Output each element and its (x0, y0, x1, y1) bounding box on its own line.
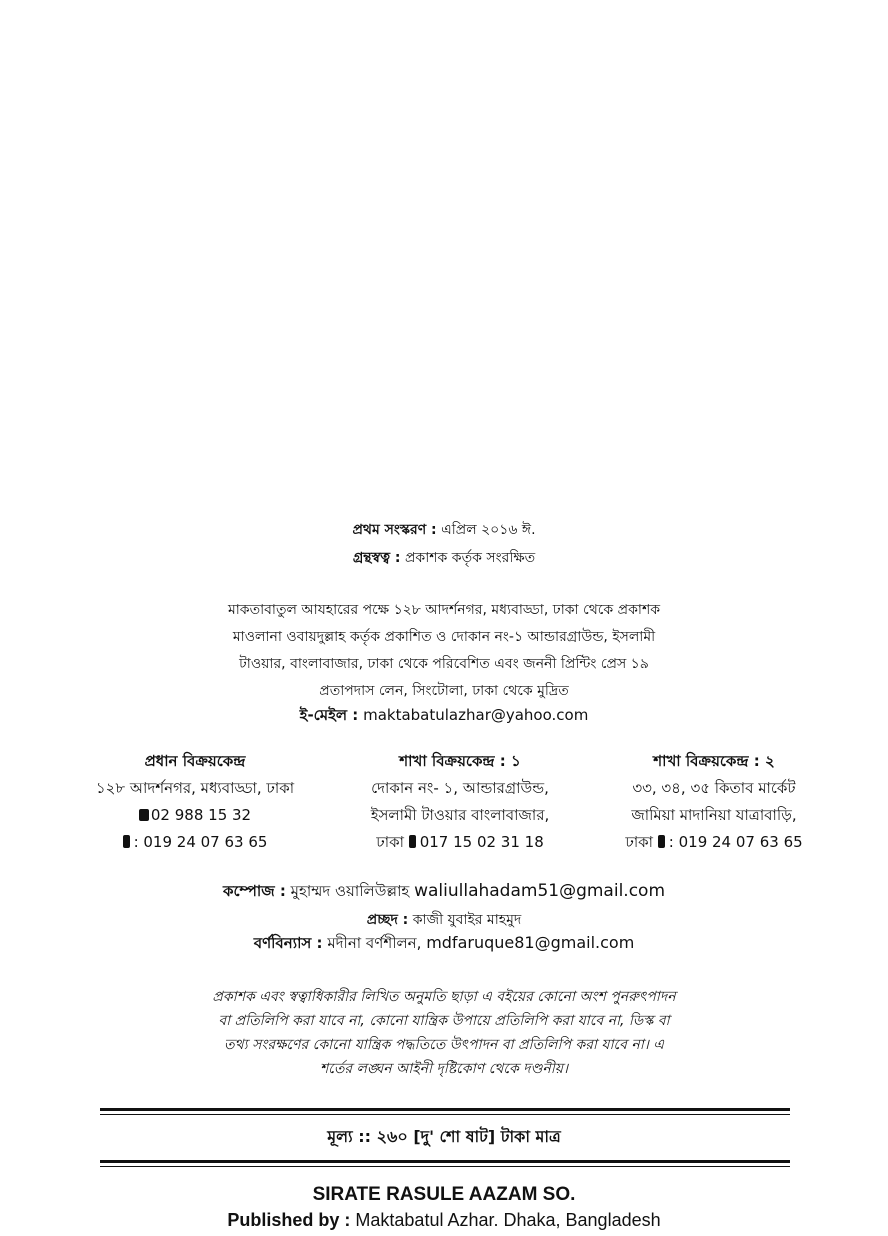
copyright-line (0, 546, 888, 570)
sales-center-mobile: ঢাকা 017 15 02 31 18 (376, 833, 544, 851)
sales-center-title: শাখা বিক্রয়কেন্দ্র : ১ (399, 752, 521, 770)
sales-center-address: জামিয়া মাদানিয়া যাত্রাবাড়ি, (631, 806, 797, 824)
publisher-line-2: মাওলানা ওবায়দুল্লাহ কর্তৃক প্রকাশিত ও দোকান নং-১ আন্ডারগ্রাউন্ড, ইসলামী (232, 629, 656, 645)
sales-center-phone: 02 988 15 32 (60, 802, 330, 829)
sales-center-mobile: ঢাকা : 019 24 07 63 65 (625, 833, 803, 851)
sales-center-title: শাখা বিক্রয়কেন্দ্র : ২ (653, 752, 775, 770)
divider-bottom (100, 1160, 790, 1163)
divider-top-thin (100, 1114, 790, 1115)
typeset-label: বর্ণবিন্যাস : (253, 934, 323, 952)
cover-line (0, 908, 888, 932)
edition-label: প্রথম সংস্করণ : (352, 522, 437, 538)
publisher-line-1: মাকতাবাতুল আযহারের পক্ষে ১২৮ আদর্শনগর, মধ্যবাড্ডা, ঢাকা থেকে প্রকাশক (227, 602, 661, 618)
sales-center-address: ১২৮ আদর্শনগর, মধ্যবাড্ডা, ঢাকা (95, 779, 295, 797)
sales-center-title: প্রধান বিক্রয়কেন্দ্র (144, 752, 246, 770)
sales-center-address: ৩৩, ৩৪, ৩৫ কিতাব মার্কেট (632, 779, 796, 797)
copyright-value: প্রকাশক কর্তৃক সংরক্ষিত (404, 550, 536, 566)
price-line: মূল্য :: ২৬০ [দু' শো ষাট] টাকা মাত্র (327, 1127, 561, 1146)
email-line (0, 704, 888, 729)
mobile-phone-icon (658, 835, 665, 848)
sales-center-address: ইসলামী টাওয়ার বাংলাবাজার, (370, 806, 550, 824)
published-by-label: Published by : (227, 1210, 351, 1230)
compose-value: মুহাম্মদ ওয়ালিউল্লাহ (290, 882, 410, 900)
edition-line (0, 518, 888, 542)
copyright-label: গ্রন্থস্বত্ব : (352, 550, 401, 566)
sales-center-branch-1 (340, 748, 580, 856)
mobile-phone-icon (123, 835, 130, 848)
telephone-icon (139, 809, 149, 821)
compose-email: waliullahadam51@gmail.com (414, 881, 666, 901)
edition-value: এপ্রিল ২০১৬ ঈ. (441, 522, 536, 538)
compose-line (0, 880, 888, 905)
cover-value: কাজী যুবাইর মাহমুদ (412, 912, 522, 928)
sales-center-branch-2 (600, 748, 828, 856)
mobile-phone-icon (409, 835, 416, 848)
divider-bottom-thin (100, 1166, 790, 1167)
notice-line-3: তথ্য সংরক্ষণের কোনো যান্ত্রিক পদ্ধতিতে উৎপাদন বা প্রতিলিপি করা যাবে না। এ (224, 1037, 664, 1053)
typeset-email: mdfaruque81@gmail.com (426, 933, 635, 952)
sales-center-address: দোকান নং- ১, আন্ডারগ্রাউন্ড, (371, 779, 549, 797)
typeset-value: মদীনা বর্ণশীলন, (327, 934, 422, 952)
book-title: SIRATE RASULE AAZAM SO. (312, 1184, 576, 1205)
email-label: ই-মেইল : (299, 706, 359, 724)
publisher-line-4: প্রতাপদাস লেন, সিংটোলা, ঢাকা থেকে মুদ্রিত (319, 683, 569, 699)
sales-center-main (60, 748, 330, 856)
compose-label: কম্পোজ : (222, 882, 286, 900)
notice-line-4: শর্তের লঙ্ঘন আইনী দৃষ্টিকোণ থেকে দণ্ডনীয়। (319, 1061, 569, 1077)
publisher-line-3: টাওয়ার, বাংলাবাজার, ঢাকা থেকে পরিবেশিত এবং জননী প্রিন্টিং প্রেস ১৯ (239, 656, 649, 672)
notice-line-2: বা প্রতিলিপি করা যাবে না, কোনো যান্ত্রিক উপায়ে প্রতিলিপি করা যাবে না, ডিস্ক বা (218, 1013, 670, 1029)
published-by-value: Maktabatul Azhar. Dhaka, Bangladesh (355, 1210, 661, 1230)
typeset-line (0, 932, 888, 957)
divider-top (100, 1108, 790, 1111)
email-value: maktabatulazhar@yahoo.com (363, 706, 589, 724)
notice-line-1: প্রকাশক এবং স্বত্বাধিকারীর লিখিত অনুমতি ছাড়া এ বইয়ের কোনো অংশ পুনরুৎপাদন (212, 989, 676, 1005)
sales-center-mobile: : 019 24 07 63 65 (60, 829, 330, 856)
cover-label: প্রচ্ছদ : (366, 912, 409, 928)
published-by-line (0, 1210, 888, 1231)
